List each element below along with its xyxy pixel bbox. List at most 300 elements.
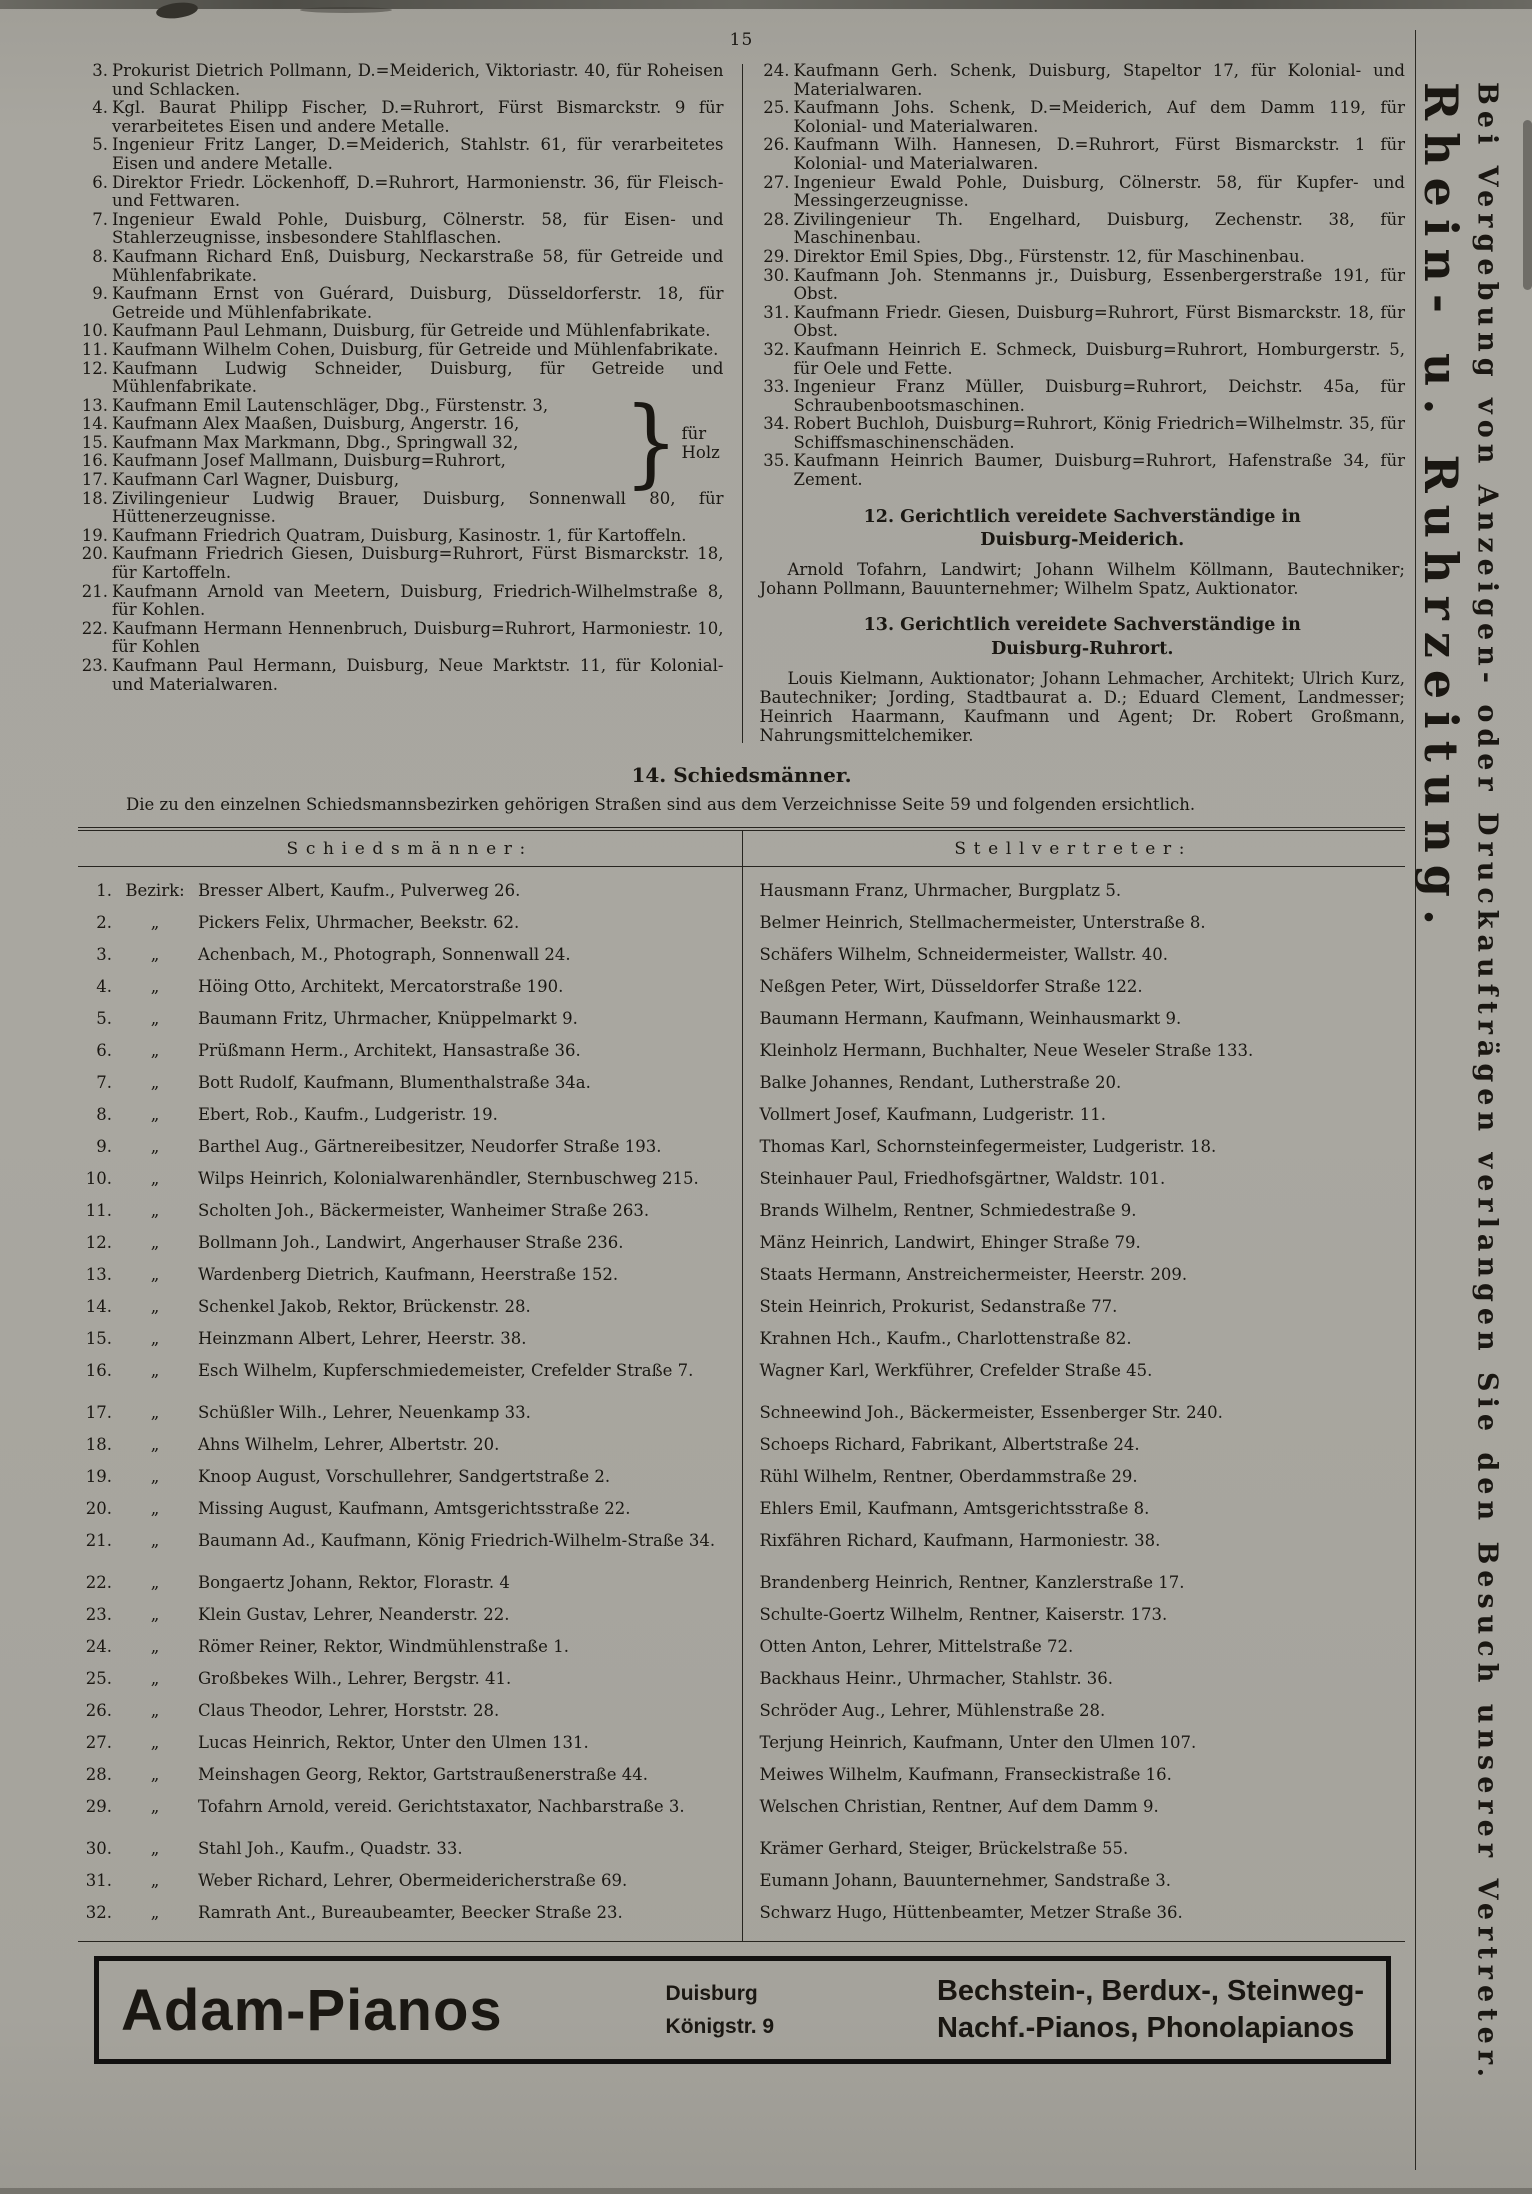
row-bezirk: Bezirk: (125, 881, 185, 901)
table-row (78, 1759, 1405, 1791)
row-number: 1. (96, 881, 112, 901)
row-left-text: Baumann Fritz, Uhrmacher, Knüppelmarkt 9. (198, 1009, 578, 1029)
row-right-text: Eumann Johann, Bauunternehmer, Sandstraße 3. (759, 1871, 1171, 1891)
ad-street: Königstr. 9 (665, 2015, 775, 2039)
row-number: 9. (96, 1137, 112, 1157)
row-left-cell (78, 1461, 742, 1493)
row-number: 8. (96, 1105, 112, 1125)
row-right-text: Backhaus Heinr., Uhrmacher, Stahlstr. 36. (759, 1669, 1114, 1689)
table-row (78, 1131, 1405, 1163)
row-left-text: Scholten Joh., Bäckermeister, Wanheimer Straße 263. (198, 1201, 650, 1221)
schiedsmaenner-title: 14. Schiedsmänner. (631, 763, 852, 788)
scan-edge-top (0, 0, 1532, 9)
entry-number: 9. (92, 284, 108, 304)
row-right-text: Krahnen Hch., Kaufm., Charlottenstraße 82. (759, 1329, 1132, 1349)
entry-number: 7. (92, 209, 108, 229)
expert-entry (760, 415, 1406, 452)
entry-number: 26. (763, 135, 790, 155)
row-left-cell (78, 971, 742, 1003)
table-row (78, 1429, 1405, 1461)
row-right-text: Hausmann Franz, Uhrmacher, Burgplatz 5. (759, 881, 1122, 901)
entry-number: 33. (763, 377, 790, 397)
expert-entry (78, 211, 724, 248)
row-bezirk: „ (150, 1765, 160, 1785)
row-left-cell (78, 1727, 742, 1759)
row-left-text: Römer Reiner, Rektor, Windmühlenstraße 1. (198, 1637, 569, 1657)
table-row (78, 1003, 1405, 1035)
entry-number: 14. (81, 414, 108, 434)
expert-entry (760, 136, 1406, 173)
row-left-text: Achenbach, M., Photograph, Sonnenwall 24. (198, 945, 571, 965)
entry-number: 32. (763, 339, 790, 359)
row-left-text: Wilps Heinrich, Kolonialwarenhändler, Sternbuschweg 215. (198, 1169, 699, 1189)
entry-number: 21. (81, 581, 108, 601)
entry-number: 16. (81, 451, 108, 471)
expert-entry (760, 267, 1406, 304)
row-left-cell (78, 1567, 742, 1599)
entry-number: 4. (92, 98, 108, 118)
newspaper-title: Rhein- u. Ruhrzeitung. (1414, 82, 1468, 937)
margin-newspaper-ad (1414, 0, 1532, 2194)
row-left-cell (78, 1897, 742, 1929)
row-left-cell (78, 1195, 742, 1227)
table-row (78, 1897, 1405, 1929)
entry-text: Kaufmann Wilhelm Cohen, Duisburg, für Getreide und Mühlenfabrikate. (112, 339, 719, 359)
table-row (78, 1163, 1405, 1195)
row-left-text: Bongaertz Johann, Rektor, Florastr. 4 (198, 1573, 510, 1593)
row-left-text: Bresser Albert, Kaufm., Pulverweg 26. (198, 881, 521, 901)
ad-company-name: Adam-Pianos (121, 1977, 503, 2043)
table-row (78, 1397, 1405, 1429)
entry-text: Kaufmann Arnold van Meetern, Duisburg, Friedrich-Wilhelmstraße 8, für Kohlen. (112, 581, 724, 620)
table-row (78, 1663, 1405, 1695)
table-row (78, 1323, 1405, 1355)
expert-entry (78, 62, 724, 99)
expert-entry (760, 174, 1406, 211)
row-bezirk: „ (150, 1105, 160, 1125)
row-number: 24. (85, 1637, 112, 1657)
row-left-cell (78, 1003, 742, 1035)
entry-text: Kaufmann Ernst von Guérard, Duisburg, Düsseldorferstr. 18, für Getreide und Mühlenfabrikate. (112, 284, 724, 322)
expert-entry (760, 341, 1406, 378)
row-number: 28. (85, 1765, 112, 1785)
brace-icon: } (623, 387, 679, 500)
entry-number: 15. (81, 432, 108, 452)
table-header-row (78, 831, 1405, 867)
entry-number: 25. (763, 98, 790, 118)
row-number: 22. (85, 1573, 112, 1593)
row-number: 23. (85, 1605, 112, 1625)
row-number: 31. (85, 1871, 112, 1891)
entry-text: Ingenieur Franz Müller, Duisburg=Ruhrort, Deichstr. 45a, für Schraubenbootsmaschinen. (793, 377, 1405, 415)
row-left-cell (78, 907, 742, 939)
entry-text: Direktor Emil Spies, Dbg., Fürstenstr. 12, für Maschinenbau. (793, 246, 1305, 266)
expert-entry (78, 471, 621, 490)
table-row (78, 1865, 1405, 1897)
row-right-text: Steinhauer Paul, Friedhofsgärtner, Waldstr. 101. (759, 1169, 1166, 1189)
row-right-text: Belmer Heinrich, Stellmachermeister, Unterstraße 8. (759, 913, 1206, 933)
expert-entry (760, 211, 1406, 248)
row-left-text: Großbekes Wilh., Lehrer, Bergstr. 41. (198, 1669, 512, 1689)
row-bezirk: „ (150, 1573, 160, 1593)
entry-text: Kaufmann Josef Mallmann, Duisburg=Ruhrort, (112, 451, 506, 471)
entry-number: 18. (81, 488, 108, 508)
row-left-cell (78, 1163, 742, 1195)
table-row (78, 1631, 1405, 1663)
entry-number: 11. (81, 339, 108, 359)
expert-entry (78, 583, 724, 620)
section-title-line2: Duisburg-Ruhrort. (991, 638, 1174, 659)
row-left-text: Weber Richard, Lehrer, Obermeidericherstraße 69. (198, 1871, 628, 1891)
experts-column-right (742, 62, 1406, 745)
row-left-cell (78, 1759, 742, 1791)
row-bezirk: „ (150, 1361, 160, 1381)
row-right-text: Wagner Karl, Werkführer, Crefelder Straße 45. (759, 1361, 1153, 1381)
entry-text: Ingenieur Fritz Langer, D.=Meiderich, Stahlstr. 61, für verarbeitetes Eisen und andere Metalle. (112, 135, 724, 173)
row-number: 12. (85, 1233, 112, 1253)
row-left-cell (78, 1865, 742, 1897)
row-left-text: Missing August, Kaufmann, Amtsgerichtsstraße 22. (198, 1499, 631, 1519)
row-number: 2. (96, 913, 112, 933)
row-number: 16. (85, 1361, 112, 1381)
expert-entry (760, 62, 1406, 99)
row-left-text: Ahns Wilhelm, Lehrer, Albertstr. 20. (198, 1435, 500, 1455)
row-right-text: Brands Wilhelm, Rentner, Schmiedestraße 9. (759, 1201, 1137, 1221)
entry-text: Kaufmann Paul Hermann, Duisburg, Neue Marktstr. 11, für Kolonial- und Materialwaren. (112, 656, 724, 694)
row-bezirk: „ (150, 1297, 160, 1317)
entry-text: Zivilingenieur Ludwig Brauer, Duisburg, Sonnenwall 80, für Hüttenerzeugnisse. (112, 488, 724, 527)
entry-text: Prokurist Dietrich Pollmann, D.=Meiderich, Viktoriastr. 40, für Roheisen und Schlacken. (112, 61, 724, 99)
row-right-text: Meiwes Wilhelm, Kaufmann, Franseckistraße 16. (759, 1765, 1172, 1785)
entry-text: Kaufmann Gerh. Schenk, Duisburg, Stapeltor 17, für Kolonial- und Materialwaren. (793, 61, 1405, 99)
entry-text: Kaufmann Hermann Hennenbruch, Duisburg=Ruhrort, Harmoniestr. 10, für Kohlen (112, 618, 724, 657)
section-body: Louis Kielmann, Auktionator; Johann Lehmacher, Architekt; Ulrich Kurz, Bautechniker; Jording, Stadtbaurat a. D.; Eduard Clement, Landmesser; Heinrich Haarmann, Kaufmann und Agent; Dr. Robert Großmann, Nahrungsmittelchemiker. (759, 668, 1405, 746)
entry-text: Kaufmann Carl Wagner, Duisburg, (112, 470, 400, 490)
entry-number: 30. (763, 265, 790, 285)
row-left-cell (78, 939, 742, 971)
expert-entry (78, 527, 724, 546)
row-right-text: Brandenberg Heinrich, Rentner, Kanzlerstraße 17. (759, 1573, 1185, 1593)
row-left-cell (78, 1291, 742, 1323)
table-header-stellvertreter: Stellvertreter: (954, 839, 1193, 860)
entry-text: Kaufmann Heinrich Baumer, Duisburg=Ruhrort, Hafenstraße 34, für Zement. (793, 451, 1405, 490)
table-row (78, 1833, 1405, 1865)
row-left-cell (78, 1259, 742, 1291)
table-row (78, 1291, 1405, 1323)
table-row (78, 1195, 1405, 1227)
entry-text: Kaufmann Heinrich E. Schmeck, Duisburg=Ruhrort, Homburgerstr. 5, für Oele und Fette. (793, 339, 1405, 378)
expert-entry (78, 397, 621, 416)
row-left-cell (78, 1397, 742, 1429)
row-bezirk: „ (150, 1467, 160, 1487)
row-left-cell (78, 1067, 742, 1099)
row-right-text: Rühl Wilhelm, Rentner, Oberdammstraße 29. (759, 1467, 1138, 1487)
row-left-cell (78, 1525, 742, 1557)
row-left-text: Prüßmann Herm., Architekt, Hansastraße 36. (198, 1041, 581, 1061)
row-bezirk: „ (150, 1797, 160, 1817)
row-number: 26. (85, 1701, 112, 1721)
row-right-text: Staats Hermann, Anstreichermeister, Heerstr. 209. (759, 1265, 1188, 1285)
row-right-text: Baumann Hermann, Kaufmann, Weinhausmarkt 9. (759, 1009, 1182, 1029)
row-number: 29. (85, 1797, 112, 1817)
row-left-text: Bollmann Joh., Landwirt, Angerhauser Straße 236. (198, 1233, 624, 1253)
expert-entry (78, 545, 724, 582)
row-left-text: Wardenberg Dietrich, Kaufmann, Heerstraße 152. (198, 1265, 619, 1285)
row-left-text: Ebert, Rob., Kaufm., Ludgeristr. 19. (198, 1105, 498, 1125)
entry-number: 3. (92, 61, 108, 80)
entry-number: 23. (81, 656, 108, 675)
row-number: 11. (85, 1201, 112, 1221)
expert-entry (760, 99, 1406, 136)
entry-text: Direktor Friedr. Löckenhoff, D.=Ruhrort, Harmonienstr. 36, für Fleisch- und Fettwaren. (112, 172, 724, 211)
section-title (760, 506, 1406, 553)
entry-number: 28. (763, 209, 790, 229)
row-bezirk: „ (150, 1669, 160, 1689)
row-right-text: Kleinholz Hermann, Buchhalter, Neue Weseler Straße 133. (759, 1041, 1254, 1061)
row-left-text: Höing Otto, Architekt, Mercatorstraße 190. (198, 977, 564, 997)
row-number: 5. (96, 1009, 112, 1029)
entry-number: 10. (81, 321, 108, 341)
row-right-text: Neßgen Peter, Wirt, Düsseldorfer Straße 122. (759, 977, 1143, 997)
row-right-text: Welschen Christian, Rentner, Auf dem Damm 9. (759, 1797, 1159, 1817)
page-content (78, 30, 1416, 2170)
row-right-text: Schwarz Hugo, Hüttenbeamter, Metzer Straße 36. (759, 1903, 1183, 1923)
entry-number: 24. (763, 61, 790, 80)
entry-text: Robert Buchloh, Duisburg=Ruhrort, König Friedrich=Wilhelmstr. 35, für Schiffsmaschinenschäden. (793, 414, 1405, 452)
row-bezirk: „ (150, 945, 160, 965)
table-body (78, 867, 1405, 1941)
row-right-text: Thomas Karl, Schornsteinfegermeister, Ludgeristr. 18. (759, 1137, 1217, 1157)
section-title-line2: Duisburg-Meiderich. (980, 530, 1185, 551)
row-number: 13. (85, 1265, 112, 1285)
schiedsmaenner-table (78, 827, 1405, 1942)
experts-entries-18-23 (78, 490, 724, 695)
entry-number: 8. (92, 246, 108, 266)
row-number: 6. (96, 1041, 112, 1061)
row-left-text: Bott Rudolf, Kaufmann, Blumenthalstraße 34a. (198, 1073, 591, 1093)
entry-number: 34. (763, 414, 790, 434)
table-row (78, 1695, 1405, 1727)
row-bezirk: „ (150, 1073, 160, 1093)
section-body: Arnold Tofahrn, Landwirt; Johann Wilhelm Köllmann, Bautechniker; Johann Pollmann, Bauunternehmer; Wilhelm Spatz, Auktionator. (759, 559, 1405, 599)
row-bezirk: „ (150, 1499, 160, 1519)
experts-entries-3-12 (78, 62, 724, 397)
experts-entries-13-17 (78, 397, 621, 490)
table-row (78, 1525, 1405, 1557)
entry-number: 29. (763, 246, 790, 266)
expert-entry (78, 415, 621, 434)
row-left-cell (78, 1131, 742, 1163)
row-number: 4. (96, 977, 112, 997)
expert-entry (760, 452, 1406, 489)
row-bezirk: „ (150, 1265, 160, 1285)
table-row (78, 1493, 1405, 1525)
expert-entry (78, 174, 724, 211)
row-left-text: Klein Gustav, Lehrer, Neanderstr. 22. (198, 1605, 510, 1625)
row-left-cell (78, 1099, 742, 1131)
row-bezirk: „ (150, 1403, 160, 1423)
entry-text: Kaufmann Max Markmann, Dbg., Springwall 32, (112, 432, 519, 452)
row-bezirk: „ (150, 1329, 160, 1349)
row-right-text: Otten Anton, Lehrer, Mittelstraße 72. (759, 1637, 1074, 1657)
entry-text: Kaufmann Alex Maaßen, Duisburg, Angerstr. 16, (112, 414, 520, 434)
row-bezirk: „ (150, 1233, 160, 1253)
row-number: 14. (85, 1297, 112, 1317)
row-bezirk: „ (150, 1605, 160, 1625)
expert-entry (78, 434, 621, 453)
table-header-schiedsmaenner: Schiedsmänner: (286, 839, 533, 860)
row-left-text: Schüßler Wilh., Lehrer, Neuenkamp 33. (198, 1403, 531, 1423)
entry-number: 19. (81, 525, 108, 545)
row-number: 25. (85, 1669, 112, 1689)
expert-entry (78, 452, 621, 471)
row-left-text: Tofahrn Arnold, vereid. Gerichtstaxator, Nachbarstraße 3. (198, 1797, 685, 1817)
row-left-text: Pickers Felix, Uhrmacher, Beekstr. 62. (198, 913, 520, 933)
entry-number: 17. (81, 470, 108, 490)
table-row (78, 1791, 1405, 1823)
row-bezirk: „ (150, 1839, 160, 1859)
entry-text: Ingenieur Ewald Pohle, Duisburg, Cölnerstr. 58, für Eisen- und Stahlerzeugnisse, insbesondere Stahlflaschen. (112, 209, 724, 248)
row-bezirk: „ (150, 1637, 160, 1657)
expert-entry (78, 620, 724, 657)
expert-entry (78, 322, 724, 341)
section-title-line1: 13. Gerichtlich vereidete Sachverständige in (863, 615, 1301, 636)
row-bezirk: „ (150, 1903, 160, 1923)
table-row (78, 971, 1405, 1003)
expert-entry (78, 248, 724, 285)
row-left-text: Barthel Aug., Gärtnereibesitzer, Neudorfer Straße 193. (198, 1137, 662, 1157)
piano-advertisement (94, 1956, 1391, 2064)
row-right-text: Balke Johannes, Rendant, Lutherstraße 20. (759, 1073, 1122, 1093)
row-left-text: Claus Theodor, Lehrer, Horststr. 28. (198, 1701, 500, 1721)
expert-entry (760, 248, 1406, 267)
expert-entry (78, 99, 724, 136)
row-bezirk: „ (150, 1733, 160, 1753)
row-right-text: Krämer Gerhard, Steiger, Brückelstraße 55. (759, 1839, 1129, 1859)
table-row (78, 1599, 1405, 1631)
row-bezirk: „ (150, 913, 160, 933)
entry-number: 6. (92, 172, 108, 192)
table-row (78, 1461, 1405, 1493)
scan-edge-bottom (0, 2188, 1532, 2194)
ad-products-line1: Bechstein-, Berdux-, Steinweg- (936, 1974, 1364, 2007)
row-bezirk: „ (150, 1435, 160, 1455)
experts-entries-24-35 (760, 62, 1406, 490)
expert-entry (760, 378, 1406, 415)
row-right-text: Schneewind Joh., Bäckermeister, Essenberger Str. 240. (759, 1403, 1223, 1423)
entry-text: Ingenieur Ewald Pohle, Duisburg, Cölnerstr. 58, für Kupfer- und Messingerzeugnisse. (793, 172, 1405, 211)
page-number: 15 (729, 30, 754, 50)
row-right-text: Stein Heinrich, Prokurist, Sedanstraße 77. (759, 1297, 1118, 1317)
table-row (78, 1227, 1405, 1259)
row-bezirk: „ (150, 1871, 160, 1891)
row-left-cell (78, 1833, 742, 1865)
row-right-text: Schulte-Goertz Wilhelm, Rentner, Kaiserstr. 173. (759, 1605, 1168, 1625)
entry-number: 13. (81, 395, 108, 415)
holz-label: für Holz (681, 424, 720, 463)
entry-number: 31. (763, 302, 790, 322)
row-bezirk: „ (150, 1531, 160, 1551)
row-number: 18. (85, 1435, 112, 1455)
row-right-text: Schäfers Wilhelm, Schneidermeister, Wallstr. 40. (759, 945, 1168, 965)
row-right-text: Rixfähren Richard, Kaufmann, Harmoniestr. 38. (759, 1531, 1161, 1551)
table-row (78, 907, 1405, 939)
expert-entry (78, 341, 724, 360)
row-number: 17. (85, 1403, 112, 1423)
row-bezirk: „ (150, 1041, 160, 1061)
entry-text: Kaufmann Ludwig Schneider, Duisburg, für Getreide und Mühlenfabrikate. (112, 358, 724, 397)
row-number: 27. (85, 1733, 112, 1753)
row-bezirk: „ (150, 977, 160, 997)
row-right-text: Schoeps Richard, Fabrikant, Albertstraße 24. (759, 1435, 1140, 1455)
row-left-cell (78, 1323, 742, 1355)
table-row (78, 875, 1405, 907)
expert-entry (78, 136, 724, 173)
expert-entry (78, 657, 724, 694)
row-number: 20. (85, 1499, 112, 1519)
entry-text: Kaufmann Joh. Stenmanns jr., Duisburg, Essenbergerstraße 191, für Obst. (793, 265, 1405, 304)
section-title (760, 614, 1406, 661)
row-left-cell (78, 1631, 742, 1663)
row-left-text: Esch Wilhelm, Kupferschmiedemeister, Crefelder Straße 7. (198, 1361, 694, 1381)
row-left-text: Heinzmann Albert, Lehrer, Heerstr. 38. (198, 1329, 527, 1349)
entry-number: 12. (81, 358, 108, 378)
ad-products (937, 1973, 1364, 2048)
row-number: 19. (85, 1467, 112, 1487)
row-left-cell (78, 1599, 742, 1631)
scan-artifact (300, 7, 392, 13)
row-left-cell (78, 1791, 742, 1823)
entry-number: 5. (92, 135, 108, 155)
entry-text: Zivilingenieur Th. Engelhard, Duisburg, Zechenstr. 38, für Maschinenbau. (793, 209, 1405, 248)
row-left-text: Lucas Heinrich, Rektor, Unter den Ulmen 131. (198, 1733, 589, 1753)
entry-number: 22. (81, 618, 108, 638)
row-bezirk: „ (150, 1201, 160, 1221)
row-number: 3. (96, 945, 112, 965)
ad-products-line2: Nachf.-Pianos, Phonolapianos (936, 2012, 1355, 2045)
row-left-cell (78, 875, 742, 907)
row-right-text: Terjung Heinrich, Kaufmann, Unter den Ulmen 107. (759, 1733, 1197, 1753)
row-left-cell (78, 1035, 742, 1067)
entry-text: Kaufmann Richard Enß, Duisburg, Neckarstraße 58, für Getreide und Mühlenfabrikate. (112, 246, 724, 285)
section-sachverstaendige-ruhrort (760, 614, 1406, 745)
experts-column-left (78, 62, 742, 745)
expert-entry (78, 285, 724, 322)
table-row (78, 1567, 1405, 1599)
row-left-cell (78, 1355, 742, 1387)
table-row (78, 1067, 1405, 1099)
row-left-cell (78, 1429, 742, 1461)
row-number: 30. (85, 1839, 112, 1859)
table-row (78, 1035, 1405, 1067)
row-number: 10. (85, 1169, 112, 1189)
row-right-text: Vollmert Josef, Kaufmann, Ludgeristr. 11. (759, 1105, 1107, 1125)
row-right-text: Schröder Aug., Lehrer, Mühlenstraße 28. (759, 1701, 1106, 1721)
row-number: 7. (96, 1073, 112, 1093)
row-right-text: Mänz Heinrich, Landwirt, Ehinger Straße 79. (759, 1233, 1141, 1253)
entry-number: 35. (763, 451, 790, 471)
row-number: 32. (85, 1903, 112, 1923)
table-row (78, 939, 1405, 971)
section-sachverstaendige-meiderich (760, 506, 1406, 599)
row-left-cell (78, 1493, 742, 1525)
entry-text: Kaufmann Friedr. Giesen, Duisburg=Ruhrort, Fürst Bismarckstr. 18, für Obst. (793, 302, 1405, 341)
row-left-text: Stahl Joh., Kaufm., Quadstr. 33. (198, 1839, 463, 1859)
row-number: 15. (85, 1329, 112, 1349)
newspaper-slogan: Bei Vergebung von Anzeigen- oder Druckaufträgen verlangen Sie den Besuch unserer Vertreter. (1471, 82, 1503, 2083)
row-bezirk: „ (150, 1169, 160, 1189)
row-right-text: Ehlers Emil, Kaufmann, Amtsgerichtsstraße 8. (759, 1499, 1150, 1519)
